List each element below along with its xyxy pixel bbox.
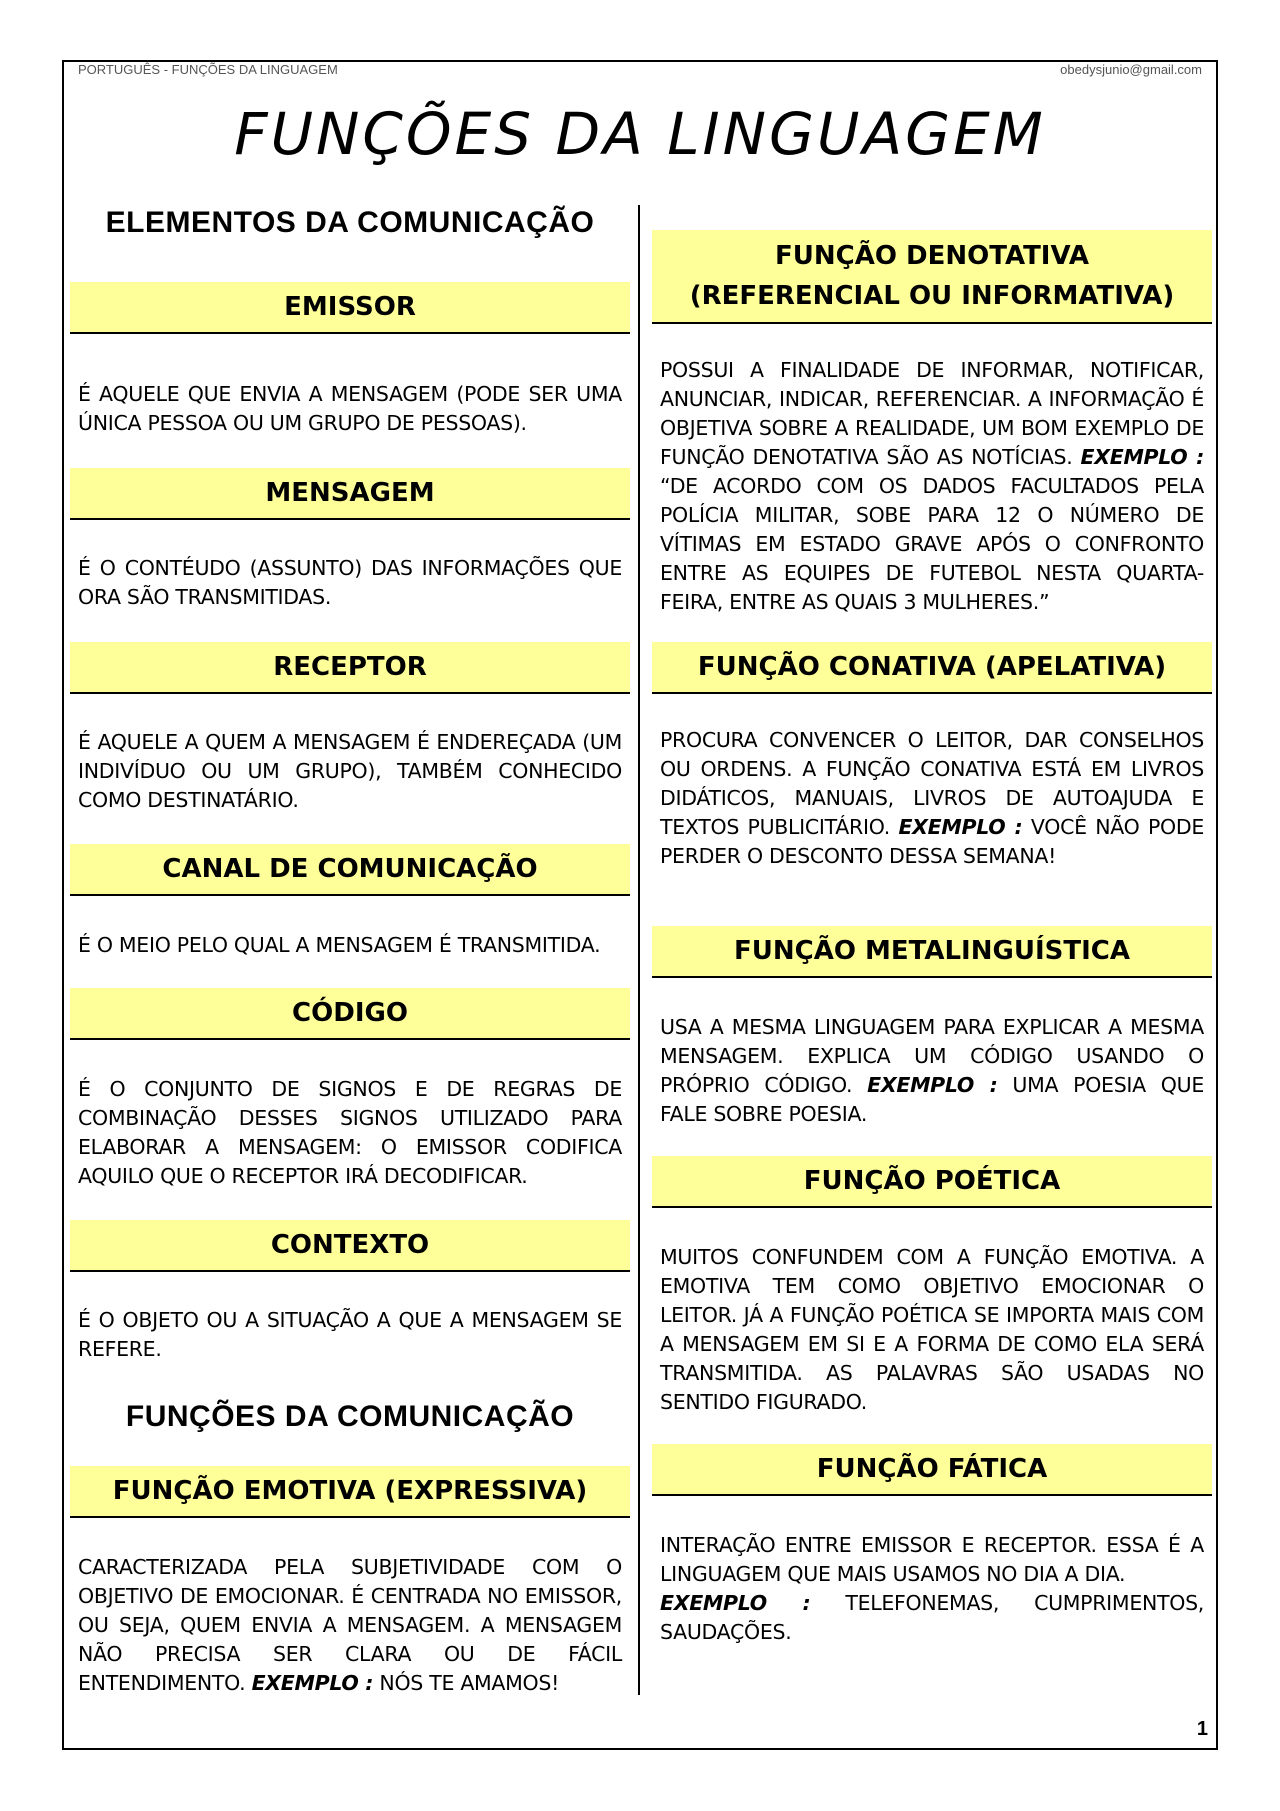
text-funcao-emotiva <box>78 1553 622 1698</box>
column-divider <box>638 205 640 1695</box>
heading-codigo: CÓDIGO <box>70 988 630 1040</box>
heading-funcao-denotativa-line2: (REFERENCIAL OU INFORMATIVA) <box>689 281 1175 311</box>
text-funcao-conativa <box>660 726 1204 871</box>
example-text: “DE ACORDO COM OS DADOS FACULTADOS PELA POLÍCIA MILITAR, SOBE PARA 12 O NÚMERO DE VÍTIMAS EM ESTADO GRAVE APÓS O CONFRONTO ENTRE AS EQUIPES DE FUTEBOL NESTA QUARTA-FEIRA, ENTRE AS QUAIS 3 MULHERES.” <box>660 474 1204 614</box>
example-label: EXEMPLO : <box>867 1073 998 1097</box>
text-funcao-metalinguistica-body: USA A MESMA LINGUAGEM PARA EXPLICAR A MESMA MENSAGEM. EXPLICA UM CÓDIGO USANDO O PRÓPRIO CÓDIGO. <box>660 1015 1204 1097</box>
example-text: NÓS TE AMAMOS! <box>373 1671 560 1695</box>
heading-funcao-denotativa <box>652 230 1212 324</box>
heading-receptor: RECEPTOR <box>70 642 630 694</box>
text-canal: É O MEIO PELO QUAL A MENSAGEM É TRANSMITIDA. <box>78 933 601 957</box>
heading-funcao-poetica: FUNÇÃO POÉTICA <box>652 1156 1212 1208</box>
heading-canal: CANAL DE COMUNICAÇÃO <box>70 844 630 896</box>
text-funcao-fatica <box>660 1531 1204 1647</box>
example-label: EXEMPLO : <box>660 1591 811 1615</box>
heading-funcao-denotativa-line1: FUNÇÃO DENOTATIVA <box>775 241 1089 271</box>
heading-funcao-metalinguistica: FUNÇÃO METALINGUÍSTICA <box>652 926 1212 978</box>
functions-section-title: FUNÇÕES DA COMUNICAÇÃO <box>125 1400 575 1433</box>
running-header-left: PORTUGUÊS - FUNÇÕES DA LINGUAGEM <box>78 62 338 77</box>
heading-funcao-fatica: FUNÇÃO FÁTICA <box>652 1444 1212 1496</box>
example-label: EXEMPLO : <box>1080 445 1204 469</box>
heading-funcao-emotiva: FUNÇÃO EMOTIVA (EXPRESSIVA) <box>70 1466 630 1518</box>
example-label: EXEMPLO : <box>898 815 1023 839</box>
text-receptor: É AQUELE A QUEM A MENSAGEM É ENDEREÇADA (UM INDIVÍDUO OU UM GRUPO), TAMBÉM CONHECIDO COMO DESTINATÁRIO. <box>78 730 622 812</box>
text-funcao-metalinguistica <box>660 1013 1204 1129</box>
text-funcao-emotiva-body: CARACTERIZADA PELA SUBJETIVIDADE COM O OBJETIVO DE EMOCIONAR. É CENTRADA NO EMISSOR, OU SEJA, QUEM ENVIA A MENSAGEM. A MENSAGEM NÃO PRECISA SER CLARA OU DE FÁCIL ENTENDIMENTO. <box>78 1555 622 1695</box>
text-mensagem: É O CONTÉUDO (ASSUNTO) DAS INFORMAÇÕES QUE ORA SÃO TRANSMITIDAS. <box>78 556 622 609</box>
page-number: 1 <box>1196 1718 1208 1740</box>
running-header-email: obedysjunio@gmail.com <box>1060 62 1202 77</box>
text-funcao-denotativa-body: POSSUI A FINALIDADE DE INFORMAR, NOTIFICAR, ANUNCIAR, INDICAR, REFERENCIAR. A INFORMAÇÃO É OBJETIVA SOBRE A REALIDADE, UM BOM EXEMPLO DE FUNÇÃO DENOTATIVA SÃO AS NOTÍCIAS. <box>660 358 1204 469</box>
example-text: TELEFONEMAS, CUMPRIMENTOS, SAUDAÇÕES. <box>660 1591 1204 1644</box>
text-contexto: É O OBJETO OU A SITUAÇÃO A QUE A MENSAGEM SE REFERE. <box>78 1308 622 1361</box>
heading-emissor: EMISSOR <box>70 282 630 334</box>
heading-funcao-conativa: FUNÇÃO CONATIVA (APELATIVA) <box>652 642 1212 694</box>
text-codigo: É O CONJUNTO DE SIGNOS E DE REGRAS DE COMBINAÇÃO DESSES SIGNOS UTILIZADO PARA ELABORAR A MENSAGEM: O EMISSOR CODIFICA AQUILO QUE O RECEPTOR IRÁ DECODIFICAR. <box>78 1077 622 1188</box>
text-funcao-conativa-body: PROCURA CONVENCER O LEITOR, DAR CONSELHOS OU ORDENS. A FUNÇÃO CONATIVA ESTÁ EM LIVROS DIDÁTICOS, MANUAIS, LIVROS DE AUTOAJUDA E TEXTOS PUBLICITÁRIO. <box>660 728 1204 839</box>
heading-contexto: CONTEXTO <box>70 1220 630 1272</box>
heading-mensagem: MENSAGEM <box>70 468 630 520</box>
text-funcao-poetica: MUITOS CONFUNDEM COM A FUNÇÃO EMOTIVA. A EMOTIVA TEM COMO OBJETIVO EMOCIONAR O LEITOR. JÁ A FUNÇÃO POÉTICA SE IMPORTA MAIS COM A MENSAGEM EM SI E A FORMA DE COMO ELA SERÁ TRANSMITIDA. AS PALAVRAS SÃO USADAS NO SENTIDO FIGURADO. <box>660 1245 1204 1414</box>
page-title: FUNÇÕES DA LINGUAGEM <box>234 100 1046 168</box>
example-label: EXEMPLO : <box>251 1671 374 1695</box>
text-funcao-fatica-body: INTERAÇÃO ENTRE EMISSOR E RECEPTOR. ESSA É A LINGUAGEM QUE MAIS USAMOS NO DIA A DIA. <box>660 1533 1204 1586</box>
example-text: UMA POESIA QUE FALE SOBRE POESIA. <box>660 1073 1204 1126</box>
text-emissor: É AQUELE QUE ENVIA A MENSAGEM (PODE SER UMA ÚNICA PESSOA OU UM GRUPO DE PESSOAS). <box>78 382 622 435</box>
example-text: VOCÊ NÃO PODE PERDER O DESCONTO DESSA SEMANA! <box>660 815 1204 868</box>
text-funcao-denotativa <box>660 356 1204 617</box>
elements-section-title: ELEMENTOS DA COMUNICAÇÃO <box>105 206 595 239</box>
